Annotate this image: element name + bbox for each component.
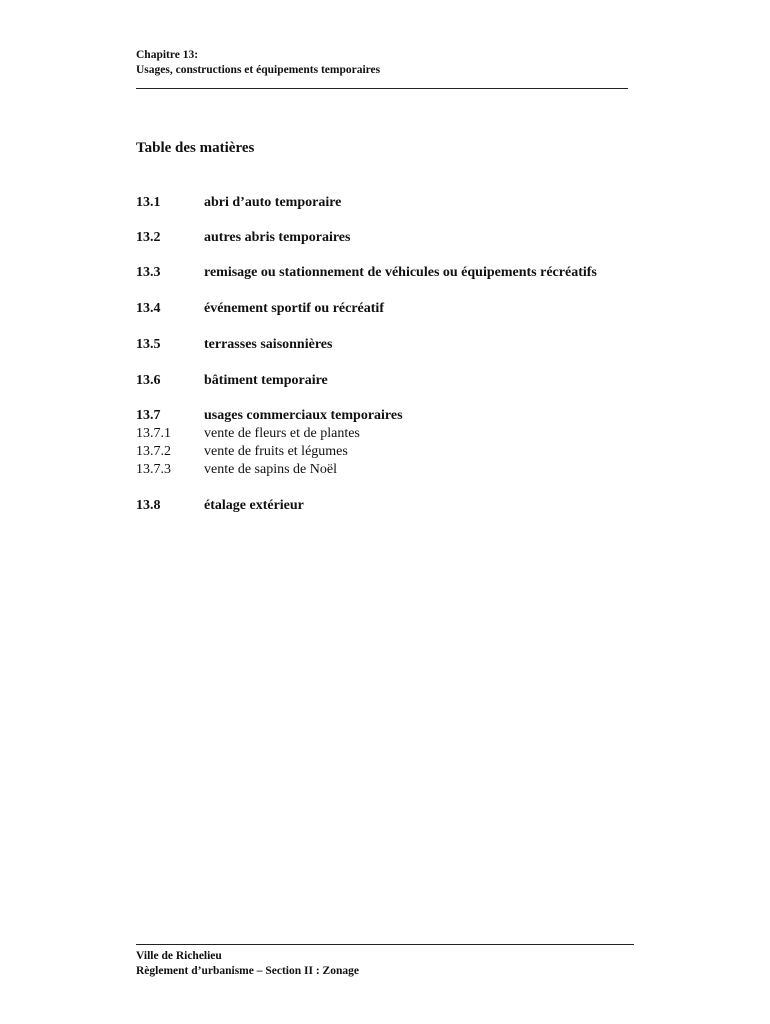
toc-entry-number: 13.6 — [136, 373, 161, 388]
toc-entry-number: 13.3 — [136, 265, 161, 280]
toc-entry-number: 13.4 — [136, 301, 161, 316]
chapter-title: Usages, constructions et équipements temporaires — [136, 64, 381, 76]
toc-entry-number: 13.1 — [136, 195, 161, 210]
footer-municipality: Ville de Richelieu — [136, 950, 222, 962]
toc-entry-label: vente de sapins de Noël — [204, 462, 337, 477]
toc-entry-label: abri d’auto temporaire — [204, 195, 342, 210]
toc-entry-label: usages commerciaux temporaires — [204, 408, 403, 423]
toc-entry-label: événement sportif ou récréatif — [204, 301, 384, 316]
toc-entry-label: remisage ou stationnement de véhicules ou équipements récréatifs — [204, 265, 597, 280]
toc-entry-label: bâtiment temporaire — [204, 373, 328, 388]
footer-divider — [136, 944, 634, 945]
toc-entry-label: vente de fruits et légumes — [204, 444, 348, 459]
toc-entry-number: 13.7.3 — [136, 462, 171, 477]
toc-entry-label: autres abris temporaires — [204, 230, 351, 245]
toc-entry-number: 13.2 — [136, 230, 161, 245]
toc-entry-number: 13.7.1 — [136, 426, 171, 441]
header-divider — [136, 88, 628, 89]
chapter-number: Chapitre 13: — [136, 49, 199, 61]
toc-entry-number: 13.8 — [136, 498, 161, 513]
toc-entry-number: 13.5 — [136, 337, 161, 352]
toc-entry-number: 13.7 — [136, 408, 161, 423]
page-header — [136, 48, 636, 78]
toc-title: Table des matières — [136, 140, 255, 156]
page-footer — [136, 949, 636, 979]
toc-entry-label: vente de fleurs et de plantes — [204, 426, 360, 441]
toc-entry-label: terrasses saisonnières — [204, 337, 333, 352]
footer-regulation: Règlement d’urbanisme – Section II : Zonage — [136, 965, 359, 977]
toc-entry-label: étalage extérieur — [204, 498, 304, 513]
toc-entry-number: 13.7.2 — [136, 444, 171, 459]
